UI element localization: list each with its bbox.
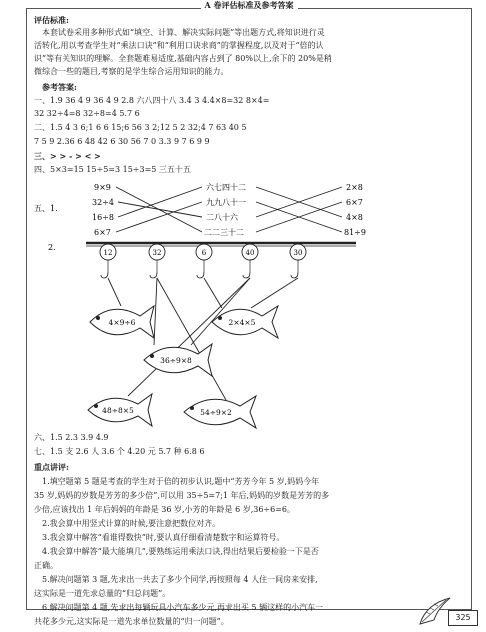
- matching-right-item: 2×8: [346, 183, 363, 192]
- explanation-line: 正确。: [34, 561, 58, 570]
- fish-expression: 2×4×5: [228, 318, 256, 327]
- explanation-line: 4.我会算中解答“最大能填几”,要熟练运用乘法口诀,得出结果后要检验一下是否: [42, 547, 319, 556]
- explanation-line: 1.填空题第 5 题是考查的学生对于倍的初步认识,题中“芳芳今年 5 岁,妈妈今年: [42, 477, 320, 486]
- fish-expression: 4×9÷6: [108, 318, 136, 327]
- matching-middle-item: 二八十六: [206, 213, 238, 222]
- explanation-line: 2.我会算中用竖式计算的时候,要注意把数位对齐。: [42, 519, 221, 528]
- answer-line: 7 5 9 2.36 6 48 42 6 30 56 7 0 3.3 9 7 6 9 9: [34, 137, 210, 146]
- explanation-line: 少倍,应该找出 1 年后妈妈的年龄是 36 岁,小芳的年龄是 6 岁,36÷6=6。: [34, 505, 296, 514]
- matching-left-item: 9×9: [94, 183, 111, 192]
- answer-line: 七、1.5 支 2.6 人 3.6 个 4.20 元 5.7 种 6.8 6: [34, 447, 205, 456]
- page-number: 325: [448, 610, 478, 626]
- answer-line: 三、> > - > < >: [34, 151, 101, 161]
- explanation-line: 35 岁,妈妈的岁数是芳芳的多少倍”,可以用 35÷5=7;1 年后,妈妈的岁数是芳芳的多: [34, 491, 330, 500]
- answers-title: 参考答案:: [42, 82, 77, 92]
- answer-line: 32 32÷4=8 32÷8=4 5.7 6: [34, 109, 140, 118]
- intro-line: 活转化,用以考查学生对“乘法口诀”和“利用口诀求商”的掌握程度,以及对于“倍的认: [34, 41, 324, 50]
- matching-left-item: 32÷4: [92, 198, 114, 207]
- explanation-line: 6.解决问题第 4 题,先求出每辆玩具小汽车多少元,再求出买 5 辆这样的小汽车一: [42, 603, 324, 612]
- answer-line: 一、1.9 36 4 9 36 4 9 2.8 六八四十八 3.4 3 4.4×8=32 8×4=: [34, 96, 270, 105]
- intro-line: 微综合一些的题目,考察的是学生综合运用知识的能力。: [34, 67, 229, 76]
- balloon-number: 32: [152, 249, 162, 257]
- matching-middle-item: 六七四十二: [206, 183, 246, 192]
- fish-expression: 36÷9×8: [160, 356, 192, 365]
- balloon-number: 40: [245, 249, 255, 257]
- answer-line: 二、1.5 4 3 6;1 6 6 15;6 56 3 2;12 5 2 32;4 7 63 40 5: [34, 123, 247, 132]
- matching-right-item: 4×8: [346, 213, 363, 222]
- balloons: [100, 244, 306, 278]
- matching-left-item: 16÷8: [92, 213, 114, 222]
- answer-line: 六、1.5 2.3 3.9 4.9: [34, 433, 109, 442]
- fish-puzzle-label: 2.: [48, 243, 56, 252]
- explanation-line: 5.解决问题第 3 题,先求出一共去了多少个同学,再按照每 4 人住一间房来安排,: [42, 575, 318, 584]
- matching-left-item: 6×7: [94, 228, 111, 237]
- page-header: A 卷评估标准及参考答案: [26, 0, 472, 11]
- explanation-line: 共花多少元,这实际是一道先求单位数量的“归一问题”。: [34, 617, 229, 626]
- explanations-title: 重点讲评:: [34, 462, 69, 472]
- balloon-number: 6: [201, 249, 207, 257]
- matching-lines: [116, 187, 342, 232]
- intro-line: 识”等有关知识的理解。全套题难易适度,基础内容占到了 80%以上,余下的 20%是稍: [34, 54, 332, 63]
- explanation-line: 3.我会算中解答“看谁得数快”时,要认真仔细看清楚数字和运算符号。: [42, 533, 285, 542]
- fish-lines: [108, 278, 298, 400]
- matching-right-item: 6×7: [346, 198, 363, 207]
- matching-right-item: 81÷9: [344, 228, 366, 237]
- answer-page: [26, 0, 472, 632]
- fish-expression: 48÷8×5: [102, 406, 134, 415]
- matching-middle-item: 二二三十二: [204, 228, 244, 237]
- intro-title: 评估标准:: [34, 15, 69, 25]
- balloon-number: 12: [103, 249, 113, 257]
- explanation-line: 这实际是一道先求总量的“归总问题”。: [34, 589, 171, 598]
- intro-line: 本套试卷采用多种形式如“填空、计算、解决实际问题”等出题方式,将知识进行灵: [42, 28, 325, 37]
- answer-line: 四、5×3=15 15÷5=3 15÷3=5 三五十五: [34, 165, 191, 174]
- fish-expression: 54÷9×2: [200, 408, 232, 417]
- matching-label: 五、1.: [34, 204, 58, 213]
- matching-middle-item: 九九八十一: [206, 198, 246, 207]
- balloon-number: 30: [293, 249, 303, 257]
